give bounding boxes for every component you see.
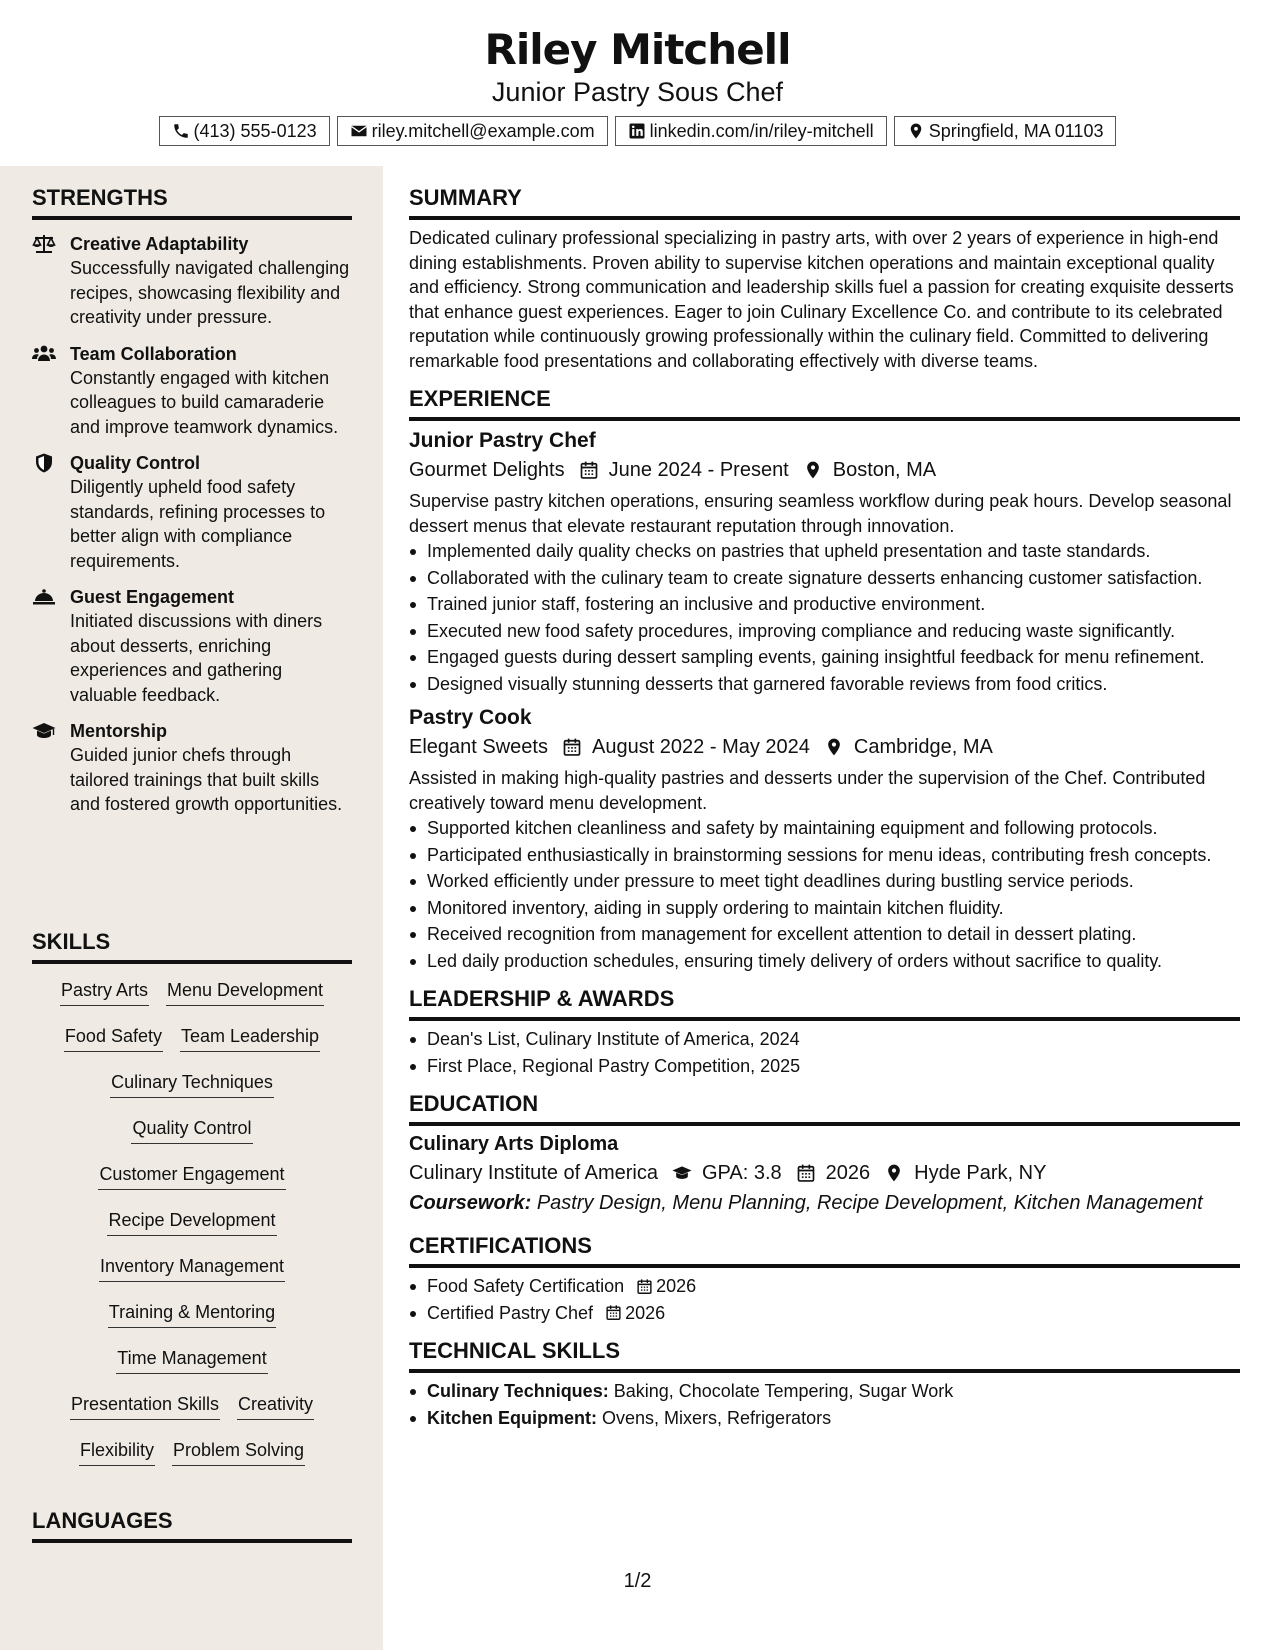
skill-tag: Recipe Development bbox=[107, 1208, 276, 1236]
bullet-item: Supported kitchen cleanliness and safety by maintaining equipment and following protocols. bbox=[409, 816, 1240, 841]
education-meta bbox=[409, 1158, 1240, 1188]
technical-skill-label: Kitchen Equipment: bbox=[427, 1407, 597, 1428]
skill-tag: Time Management bbox=[116, 1346, 267, 1374]
job-company: Gourmet Delights bbox=[409, 459, 565, 481]
skill-tag: Creativity bbox=[237, 1392, 314, 1420]
skills-list bbox=[32, 978, 352, 1484]
resume-header bbox=[0, 0, 1275, 166]
summary-section bbox=[409, 184, 1240, 373]
education-section bbox=[409, 1090, 1240, 1218]
experience-section bbox=[409, 385, 1240, 973]
job-location: Cambridge, MA bbox=[853, 736, 993, 758]
certification-name: Certified Pastry Chef bbox=[427, 1302, 594, 1323]
strength-item bbox=[32, 342, 352, 440]
bullet-item: Monitored inventory, aiding in supply ordering to maintain kitchen fluidity. bbox=[409, 896, 1240, 921]
job-location: Boston, MA bbox=[832, 459, 937, 481]
languages-section bbox=[32, 1507, 352, 1543]
graduation-cap-icon bbox=[32, 721, 56, 741]
certification-name: Food Safety Certification bbox=[427, 1276, 625, 1296]
certification-item bbox=[409, 1301, 1240, 1326]
candidate-name: Riley Mitchell bbox=[484, 25, 791, 74]
job-meta bbox=[409, 455, 1240, 485]
sidebar bbox=[0, 166, 383, 1650]
skill-tag: Food Safety bbox=[64, 1024, 163, 1052]
strengths-heading: STRENGTHS bbox=[32, 184, 352, 220]
bullet-item: Led daily production schedules, ensuring timely delivery of orders without sacrifice to quality. bbox=[409, 949, 1240, 974]
bullet-item: Implemented daily quality checks on pastries that upheld presentation and taste standards. bbox=[409, 539, 1240, 564]
strength-desc: Constantly engaged with kitchen colleagues to build camaraderie and improve teamwork dynamics. bbox=[70, 367, 339, 437]
job-dates: June 2024 - Present bbox=[608, 459, 789, 481]
strength-title: Quality Control bbox=[70, 453, 200, 473]
location-text: Springfield, MA 01103 bbox=[928, 120, 1104, 141]
bullet-item: Engaged guests during dessert sampling events, gaining insightful feedback for menu refinement. bbox=[409, 645, 1240, 670]
graduation-cap-icon bbox=[672, 1163, 692, 1183]
strength-item bbox=[32, 719, 352, 817]
strength-item bbox=[32, 585, 352, 707]
bullet-item: Executed new food safety procedures, improving compliance and reducing waste significantly. bbox=[409, 619, 1240, 644]
skill-tag: Menu Development bbox=[166, 978, 324, 1006]
linkedin-icon bbox=[628, 122, 646, 140]
technical-skills-list bbox=[409, 1379, 1240, 1430]
bullet-item: Received recognition from management for excellent attention to detail in dessert plating. bbox=[409, 922, 1240, 947]
technical-skill-value: Baking, Chocolate Tempering, Sugar Work bbox=[613, 1381, 954, 1401]
experience-heading: EXPERIENCE bbox=[409, 385, 1240, 421]
calendar-icon bbox=[636, 1278, 653, 1295]
strengths-section bbox=[32, 184, 352, 817]
strength-item bbox=[32, 232, 352, 330]
bullet-item: Worked efficiently under pressure to meet tight deadlines during bustling service periods. bbox=[409, 869, 1240, 894]
strength-title: Creative Adaptability bbox=[70, 234, 249, 254]
candidate-title: Junior Pastry Sous Chef bbox=[491, 77, 784, 107]
job-description: Supervise pastry kitchen operations, ensuring seamless workflow during peak hours. Develop seasonal dessert menus that elevate restaurant reputation through innovation. bbox=[409, 491, 1232, 536]
job-bullets bbox=[409, 539, 1240, 696]
bullet-item: Collaborated with the culinary team to create signature desserts enhancing customer satisfaction. bbox=[409, 566, 1240, 591]
certification-item bbox=[409, 1274, 1240, 1299]
award-item: First Place, Regional Pastry Competition, 2025 bbox=[409, 1054, 1240, 1079]
degree-title: Culinary Arts Diploma bbox=[409, 1133, 619, 1155]
languages-heading: LANGUAGES bbox=[32, 1507, 352, 1543]
strength-desc: Diligently upheld food safety standards, refining processes to better align with compliance requirements. bbox=[70, 477, 326, 571]
skill-tag: Flexibility bbox=[79, 1438, 155, 1466]
map-pin-icon bbox=[803, 460, 823, 480]
education-heading: EDUCATION bbox=[409, 1090, 1240, 1126]
skill-tag: Team Leadership bbox=[180, 1024, 320, 1052]
job-title: Junior Pastry Chef bbox=[409, 429, 596, 452]
strength-item bbox=[32, 451, 352, 573]
skill-tag: Problem Solving bbox=[172, 1438, 305, 1466]
awards-heading: LEADERSHIP & AWARDS bbox=[409, 985, 1240, 1021]
strength-title: Team Collaboration bbox=[70, 343, 237, 364]
job-bullets bbox=[409, 816, 1240, 973]
contact-linkedin[interactable] bbox=[615, 116, 887, 146]
job-company: Elegant Sweets bbox=[409, 736, 548, 758]
certification-year: 2026 bbox=[625, 1302, 666, 1323]
main-content bbox=[409, 166, 1240, 1432]
skill-tag: Inventory Management bbox=[99, 1254, 285, 1282]
school-location: Hyde Park, NY bbox=[914, 1162, 1047, 1184]
phone-text: (413) 555-0123 bbox=[193, 120, 317, 141]
bullet-item: Participated enthusiastically in brainstorming sessions for menu ideas, contributing fresh concepts. bbox=[409, 843, 1240, 868]
calendar-icon bbox=[605, 1304, 622, 1321]
map-pin-icon bbox=[907, 122, 925, 140]
skill-tag: Customer Engagement bbox=[98, 1162, 285, 1190]
strength-desc: Guided junior chefs through tailored trainings that built skills and fostered growth opportunities. bbox=[70, 745, 343, 814]
page-number: 1/2 bbox=[623, 1570, 652, 1592]
linkedin-text: linkedin.com/in/riley-mitchell bbox=[649, 120, 874, 141]
awards-section bbox=[409, 985, 1240, 1078]
scale-icon bbox=[32, 234, 56, 254]
job-meta bbox=[409, 732, 1240, 762]
map-pin-icon bbox=[824, 737, 844, 757]
users-icon bbox=[32, 344, 56, 364]
contact-bar bbox=[0, 116, 1275, 146]
job-title: Pastry Cook bbox=[409, 706, 532, 729]
certifications-section bbox=[409, 1232, 1240, 1325]
strength-desc: Successfully navigated challenging recipes, showcasing flexibility and creativity under pressure. bbox=[70, 258, 350, 327]
coursework-text: Pastry Design, Menu Planning, Recipe Development, Kitchen Management bbox=[536, 1192, 1203, 1214]
contact-email[interactable] bbox=[337, 116, 608, 146]
strength-title: Guest Engagement bbox=[70, 587, 235, 607]
summary-text: Dedicated culinary professional specializing in pastry arts, with over 2 years of experience in high-end dining establishments. Proven ability to supervise kitchen operations and maintain exceptional quality and efficiency. Strong communication and leadership skills fuel a passion for creating exquisite desserts that enhance guest experiences. Eager to join Culinary Excellence Co. and contribute to its celebrated reputation while continuously growing professionally within the culinary field. Committed to delivering remarkable food presentations and collaborating effectively with diverse teams. bbox=[409, 228, 1234, 371]
skill-tag: Training & Mentoring bbox=[108, 1300, 276, 1328]
summary-heading: SUMMARY bbox=[409, 184, 1240, 220]
technical-skill-value: Ovens, Mixers, Refrigerators bbox=[602, 1407, 832, 1428]
award-item: Dean's List, Culinary Institute of America, 2024 bbox=[409, 1027, 1240, 1052]
job-description: Assisted in making high-quality pastries and desserts under the supervision of the Chef. Contributed creatively toward menu development. bbox=[409, 768, 1206, 813]
contact-phone[interactable] bbox=[159, 116, 330, 146]
certification-year: 2026 bbox=[656, 1276, 697, 1296]
job-entry bbox=[409, 427, 1240, 696]
coursework bbox=[409, 1188, 1240, 1218]
certifications-heading: CERTIFICATIONS bbox=[409, 1232, 1240, 1268]
skills-section bbox=[32, 928, 352, 1484]
calendar-icon bbox=[796, 1163, 816, 1183]
contact-location bbox=[894, 116, 1117, 146]
calendar-icon bbox=[579, 460, 599, 480]
shield-icon bbox=[32, 453, 56, 473]
skill-tag: Pastry Arts bbox=[60, 978, 149, 1006]
skill-tag: Presentation Skills bbox=[70, 1392, 220, 1420]
gpa: GPA: 3.8 bbox=[702, 1162, 782, 1184]
strength-title: Mentorship bbox=[70, 721, 167, 741]
certifications-list bbox=[409, 1274, 1240, 1325]
technical-skill-item bbox=[409, 1379, 1240, 1404]
technical-skill-item bbox=[409, 1406, 1240, 1431]
bullet-item: Designed visually stunning desserts that garnered favorable reviews from food critics. bbox=[409, 672, 1240, 697]
school-name: Culinary Institute of America bbox=[409, 1162, 658, 1184]
technical-skills-heading: TECHNICAL SKILLS bbox=[409, 1337, 1240, 1373]
skill-tag: Culinary Techniques bbox=[110, 1070, 274, 1098]
strength-desc: Initiated discussions with diners about desserts, enriching experiences and gathering valuable feedback. bbox=[70, 611, 323, 705]
map-pin-icon bbox=[884, 1163, 904, 1183]
technical-skill-label: Culinary Techniques: bbox=[427, 1381, 609, 1401]
technical-skills-section bbox=[409, 1337, 1240, 1430]
envelope-icon bbox=[350, 122, 368, 140]
job-dates: August 2022 - May 2024 bbox=[591, 736, 810, 758]
coursework-label: Coursework: bbox=[409, 1192, 532, 1214]
email-text: riley.mitchell@example.com bbox=[371, 120, 595, 141]
cloche-icon bbox=[32, 587, 56, 607]
bullet-item: Trained junior staff, fostering an inclusive and productive environment. bbox=[409, 592, 1240, 617]
awards-list bbox=[409, 1027, 1240, 1078]
calendar-icon bbox=[562, 737, 582, 757]
graduation-year: 2026 bbox=[825, 1162, 871, 1184]
job-entry bbox=[409, 704, 1240, 973]
skill-tag: Quality Control bbox=[131, 1116, 252, 1144]
phone-icon bbox=[172, 122, 190, 140]
skills-heading: SKILLS bbox=[32, 928, 352, 964]
